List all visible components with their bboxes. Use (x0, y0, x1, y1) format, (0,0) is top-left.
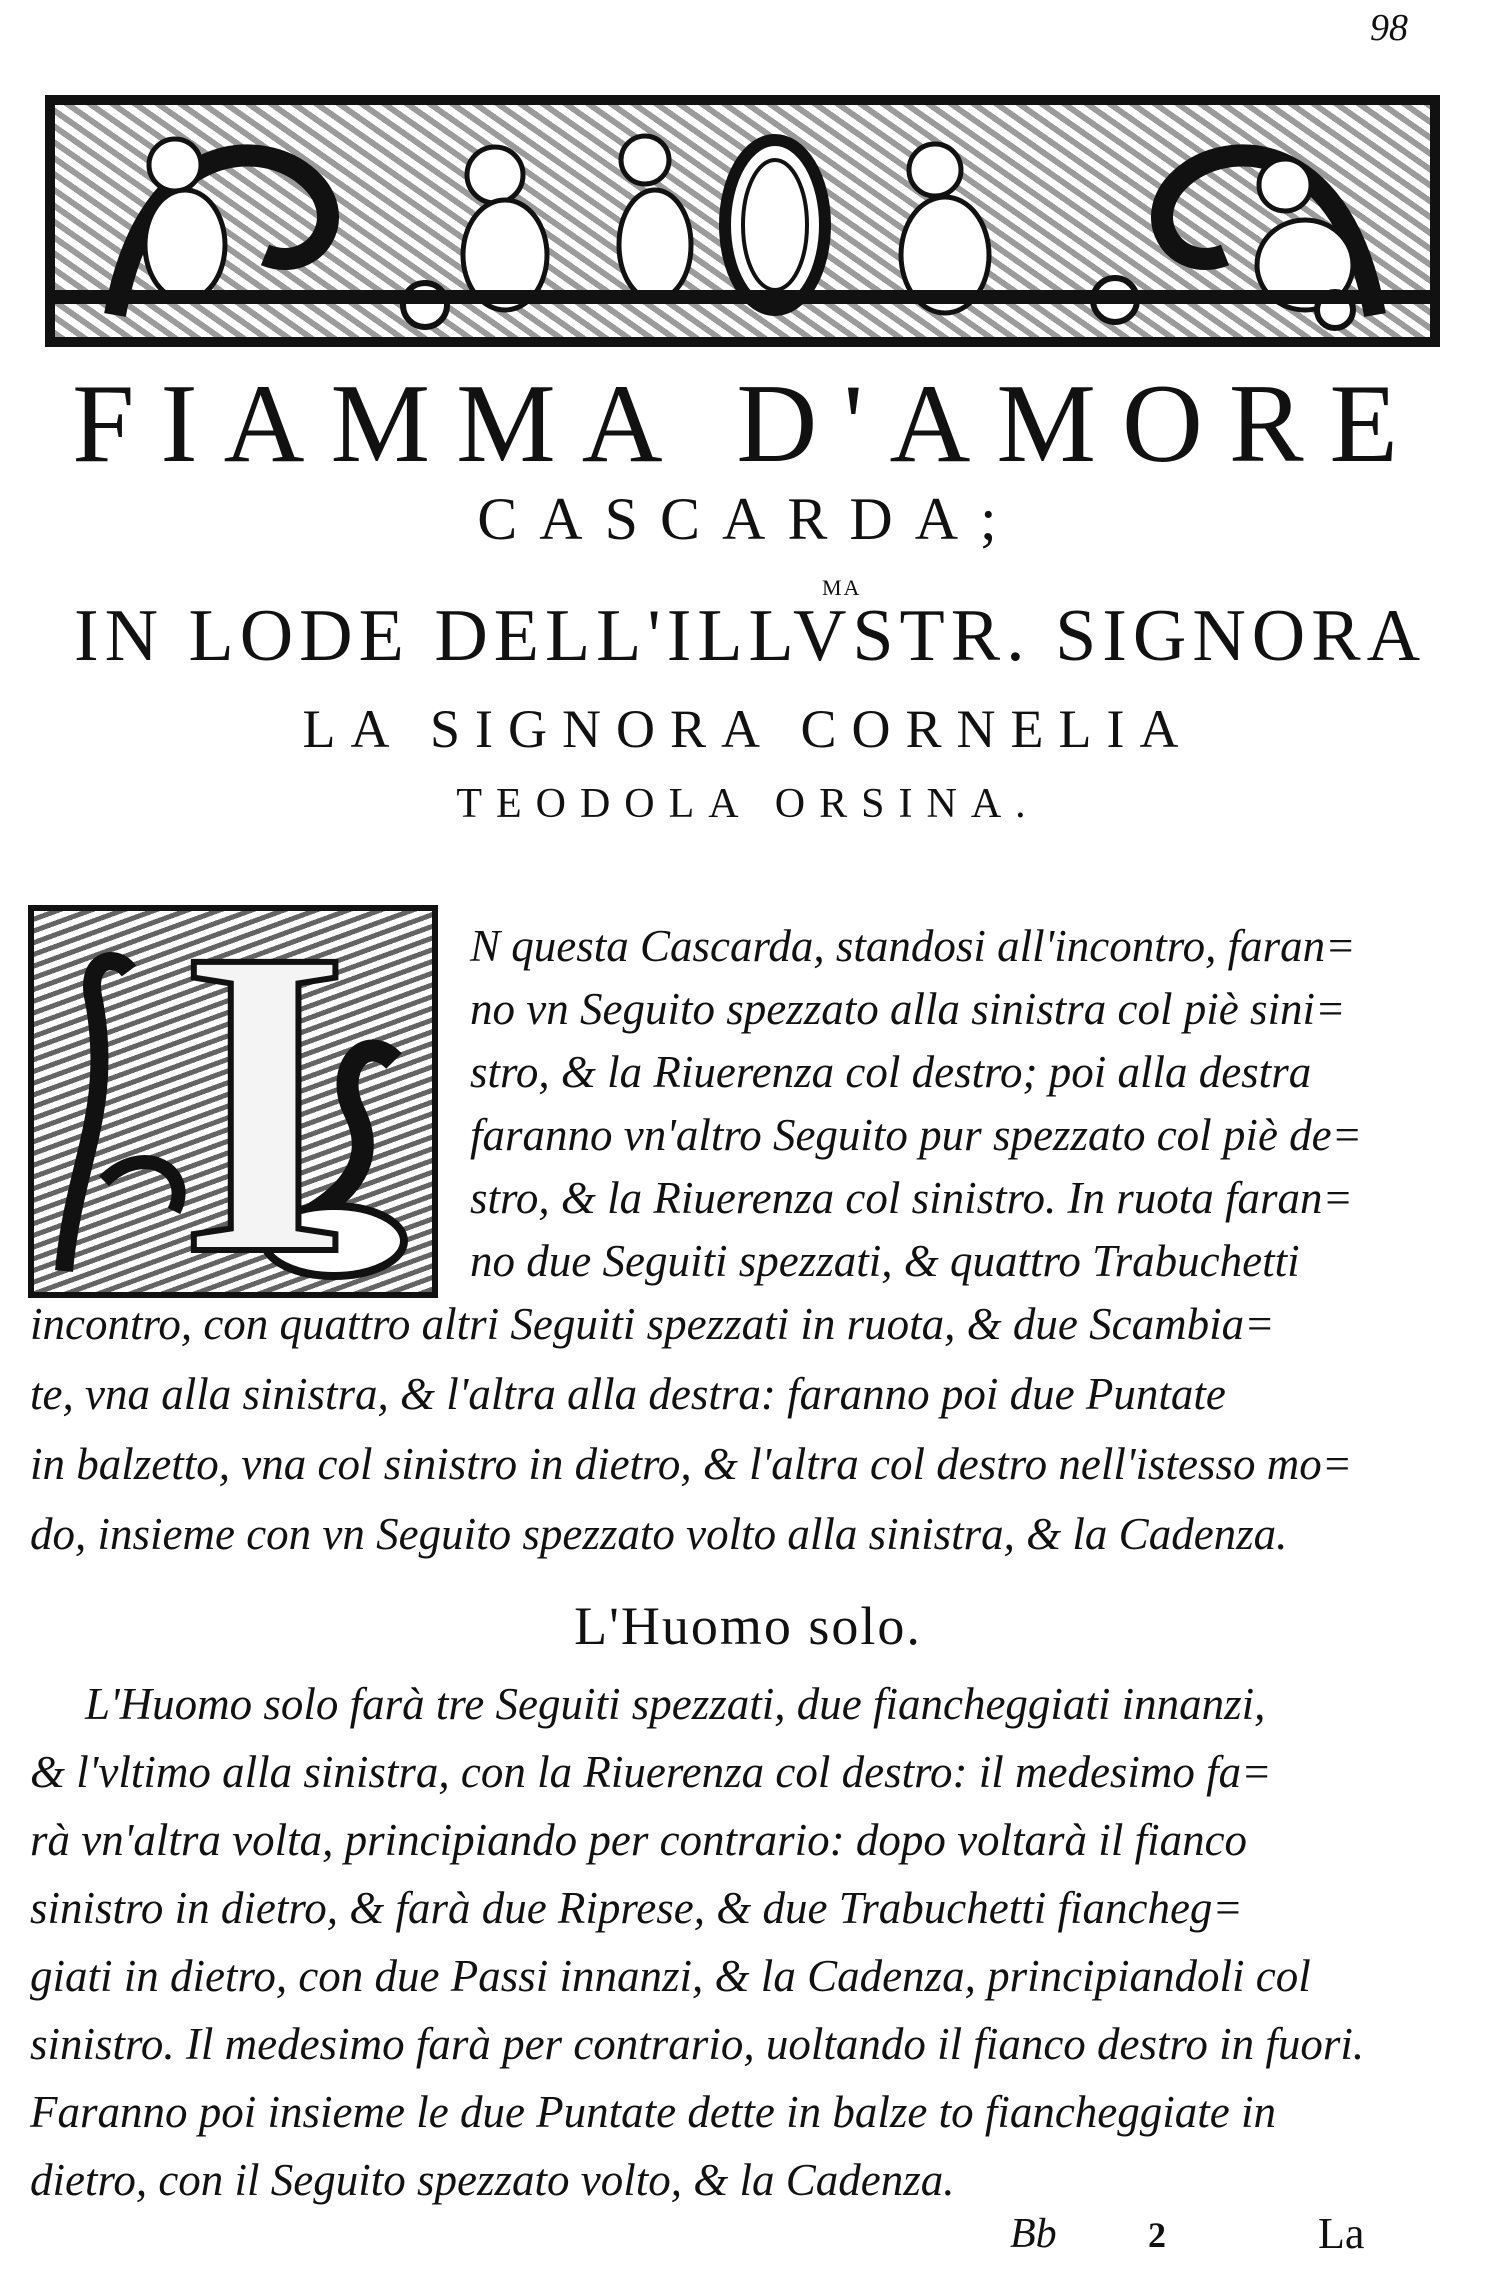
page-number: 98 (1370, 7, 1408, 49)
text-line: do, insieme con vn Seguito spezzato volto alla sinistra, & la Cadenza. (30, 1509, 1288, 1559)
text-line: rà vn'altra volta, principiando per contrario: dopo voltarà il fianco (30, 1815, 1248, 1865)
text-line: stro, & la Riuerenza col destro; poi alla destra (470, 1047, 1312, 1097)
ornamental-headpiece-icon (45, 95, 1440, 347)
title-name-line1: LA SIGNORA CORNELIA (302, 699, 1194, 759)
text-line: N questa Cascarda, standosi all'incontro, faran= (470, 921, 1356, 971)
text-line: L'Huomo solo farà tre Seguiti spezzati, due fiancheggiati innanzi, (85, 1679, 1266, 1729)
text-line: no vn Seguito spezzato alla sinistra col piè sini= (470, 984, 1346, 1034)
text-line: sinistro. Il medesimo farà per contrario, uoltando il fianco destro in fuori. (30, 2019, 1365, 2069)
title-superscript: MA (822, 575, 862, 600)
text-line: Faranno poi insieme le due Puntate dette in balze to fiancheggiate in (30, 2087, 1277, 2137)
title-name-line2: TEODOLA ORSINA. (456, 781, 1040, 827)
title-dedication: IN LODE DELL'ILLVSTR. SIGNORA (73, 595, 1427, 677)
title-sub: CASCARDA; (477, 486, 1019, 552)
signature-mark: Bb (1010, 2211, 1057, 2257)
text-line: giati in dietro, con due Passi innanzi, & la Cadenza, principiandoli col (30, 1951, 1311, 2001)
text-line: incontro, con quattro altri Seguiti spezzati in ruota, & due Scambia= (30, 1299, 1275, 1349)
text-line: no due Seguiti spezzati, & quattro Trabuchetti (470, 1236, 1300, 1286)
catchword: La (1318, 2209, 1365, 2258)
initial-letter: I (179, 905, 351, 1298)
text-line: te, vna alla sinistra, & l'altra alla destra: faranno poi due Puntate (30, 1369, 1226, 1419)
woodcut-initial-icon (28, 905, 438, 1298)
text-line: & l'vltimo alla sinistra, con la Riuerenza col destro: il medesimo fa= (30, 1747, 1272, 1797)
text-line: in balzetto, vna col sinistro in dietro, & l'altra col destro nell'istesso mo= (30, 1439, 1353, 1489)
text-line: dietro, con il Seguito spezzato volto, & la Cadenza. (30, 2155, 955, 2205)
signature-number: 2 (1148, 2215, 1166, 2255)
text-line: stro, & la Riuerenza col sinistro. In ruota faran= (470, 1173, 1353, 1223)
section-heading: L'Huomo solo. (574, 1596, 922, 1656)
title-main: FIAMMA D'AMORE (72, 362, 1424, 486)
text-line: sinistro in dietro, & farà due Riprese, & due Trabuchetti fiancheg= (30, 1883, 1243, 1933)
text-line: faranno vn'altro Seguito pur spezzato col piè de= (470, 1110, 1363, 1160)
